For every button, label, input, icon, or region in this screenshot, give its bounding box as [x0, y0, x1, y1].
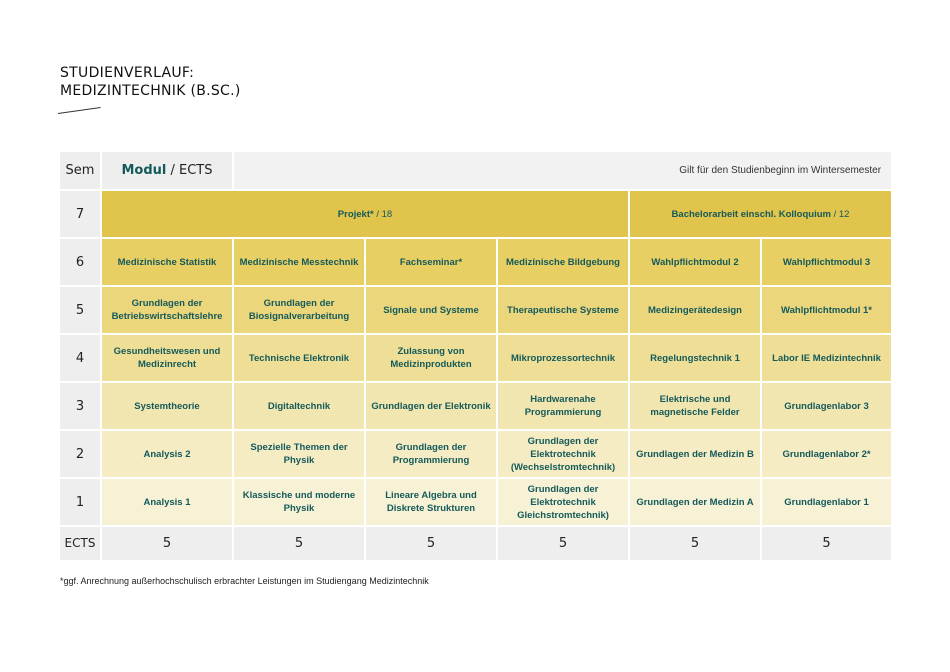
ects-value: 5 [365, 526, 497, 561]
module-cell: Technische Elektronik [233, 334, 365, 382]
module-cell: Grundlagen der Elektrotechnik (Wechselstromtechnik) [497, 430, 629, 478]
module-cell: Grundlagen der Medizin A [629, 478, 761, 526]
module-cell: Grundlagen der Elektrotechnik Gleichstromtechnik) [497, 478, 629, 526]
title-line-1: STUDIENVERLAUF: [60, 65, 195, 81]
module-cell: Spezielle Themen der Physik [233, 430, 365, 478]
sem-number: 2 [59, 430, 101, 478]
module-name: Projekt* [337, 208, 374, 220]
module-cell: Systemtheorie [101, 382, 233, 430]
module-cell: Wahlpflichtmodul 3 [761, 238, 892, 286]
module-cell-projekt [101, 190, 629, 238]
module-cell: Mikroprozessortechnik [497, 334, 629, 382]
module-cell: Fachseminar* [365, 238, 497, 286]
module-cell: Wahlpflichtmodul 1* [761, 286, 892, 334]
module-cell: Grundlagenlabor 2* [761, 430, 892, 478]
module-cell: Medizinische Statistik [101, 238, 233, 286]
module-cell: Elektrische und magnetische Felder [629, 382, 761, 430]
ects-label: ECTS [59, 526, 101, 561]
table-header-row [59, 151, 892, 190]
module-cell: Lineare Algebra und Diskrete Strukturen [365, 478, 497, 526]
table-row-sem-3 [59, 382, 892, 430]
module-cell: Grundlagen der Biosignalverarbeitung [233, 286, 365, 334]
module-cell: Grundlagen der Programmierung [365, 430, 497, 478]
ects-value: 5 [233, 526, 365, 561]
module-cell: Grundlagenlabor 1 [761, 478, 892, 526]
sem-number: 7 [59, 190, 101, 238]
module-cell: Digitaltechnik [233, 382, 365, 430]
module-cell: Regelungstechnik 1 [629, 334, 761, 382]
sem-number: 1 [59, 478, 101, 526]
module-ects: / 12 [830, 208, 850, 220]
header-note: Gilt für den Studienbeginn im Wintersemester [233, 151, 892, 190]
page-title [60, 64, 241, 100]
module-cell: Signale und Systeme [365, 286, 497, 334]
module-cell: Medizingerätedesign [629, 286, 761, 334]
ects-value: 5 [497, 526, 629, 561]
module-cell-bachelorarbeit [629, 190, 892, 238]
table-row-sem-4 [59, 334, 892, 382]
sem-number: 4 [59, 334, 101, 382]
ects-value: 5 [629, 526, 761, 561]
header-ects: / ECTS [166, 163, 213, 178]
module-cell: Grundlagen der Betriebswirtschaftslehre [101, 286, 233, 334]
sem-number: 6 [59, 238, 101, 286]
table-row-ects [59, 526, 892, 561]
ects-value: 5 [101, 526, 233, 561]
module-cell: Medizinische Bildgebung [497, 238, 629, 286]
header-sem: Sem [59, 151, 101, 190]
module-name: Bachelorarbeit einschl. Kolloquium [671, 208, 831, 220]
module-cell: Therapeutische Systeme [497, 286, 629, 334]
module-cell: Analysis 2 [101, 430, 233, 478]
study-plan-table [58, 150, 893, 562]
header-modul: Modul [121, 163, 167, 178]
module-cell: Medizinische Messtechnik [233, 238, 365, 286]
module-cell: Grundlagen der Medizin B [629, 430, 761, 478]
module-cell: Labor IE Medizintechnik [761, 334, 892, 382]
module-cell: Hardwarenahe Programmierung [497, 382, 629, 430]
table-row-sem-6 [59, 238, 892, 286]
title-divider [58, 107, 101, 114]
table-row-sem-5 [59, 286, 892, 334]
module-cell: Wahlpflichtmodul 2 [629, 238, 761, 286]
module-cell: Grundlagen der Elektronik [365, 382, 497, 430]
module-cell: Klassische und moderne Physik [233, 478, 365, 526]
ects-value: 5 [761, 526, 892, 561]
table-row-sem-1 [59, 478, 892, 526]
footnote: *ggf. Anrechnung außerhochschulisch erbrachter Leistungen im Studiengang Medizintechnik [60, 576, 429, 586]
module-cell: Zulassung von Medizinprodukten [365, 334, 497, 382]
title-line-2: MEDIZINTECHNIK (B.SC.) [60, 83, 241, 99]
table-row-sem-7 [59, 190, 892, 238]
module-ects: / 18 [373, 208, 393, 220]
sem-number: 3 [59, 382, 101, 430]
module-cell: Grundlagenlabor 3 [761, 382, 892, 430]
module-cell: Analysis 1 [101, 478, 233, 526]
header-modul-ects [101, 151, 233, 190]
module-cell: Gesundheitswesen und Medizinrecht [101, 334, 233, 382]
table-row-sem-2 [59, 430, 892, 478]
sem-number: 5 [59, 286, 101, 334]
